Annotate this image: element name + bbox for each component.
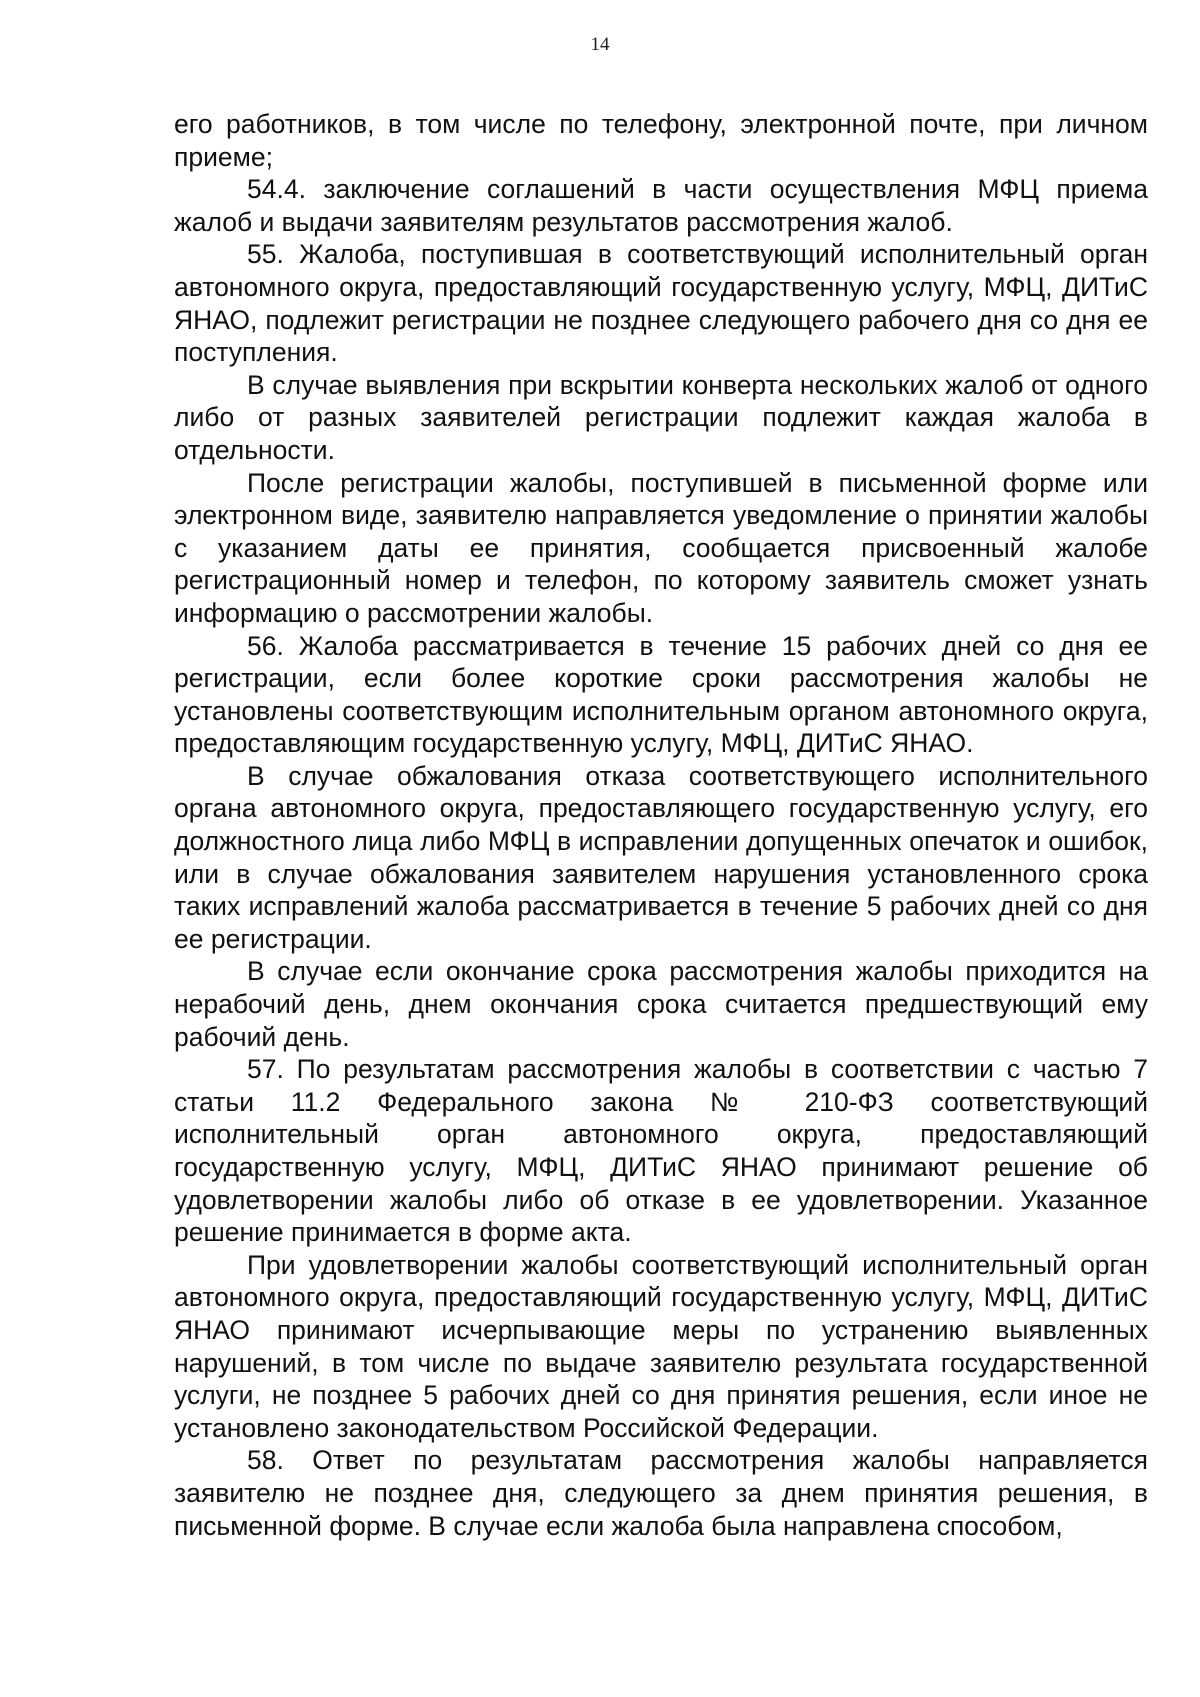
paragraph-58: 58. Ответ по результатам рассмотрения жалобы направляется заявителю не позднее дня, следующего за днем принятия решения, в письменной форме. В случае если жалоба была направлена способом,	[174, 1445, 1148, 1541]
paragraph-55-multiple-complaints: В случае выявления при вскрытии конверта нескольких жалоб от одного либо от разных заявителей регистрации подлежит каждая жалоба в отдельности.	[174, 369, 1148, 465]
paragraph-56: 56. Жалоба рассматривается в течение 15 рабочих дней со дня ее регистрации, если более короткие сроки рассмотрения жалобы не установлены соответствующим исполнительным органом автономного округа, предоставляющим государственную услугу, МФЦ, ДИТиС ЯНАО.	[174, 630, 1148, 759]
paragraph-57-satisfaction: При удовлетворении жалобы соответствующий исполнительный орган автономного округа, предоставляющий государственную услугу, МФЦ, ДИТиС ЯНАО принимают исчерпывающие меры по устранению выявленных нарушений, в том числе по выдаче заявителю результата государственной услуги, не позднее 5 рабочих дней со дня принятия решения, если иное не установлено законодательством Российской Федерации.	[174, 1249, 1148, 1443]
paragraph-57: 57. По результатам рассмотрения жалобы в соответствии с частью 7 статьи 11.2 Федерального закона № 210-ФЗ соответствующий исполнительный орган автономного округа, предоставляющий государственную услугу, МФЦ, ДИТиС ЯНАО принимают решение об удовлетворении жалобы либо об отказе в ее удовлетворении. Указанное решение принимается в форме акта.	[174, 1054, 1148, 1248]
paragraph-56-refusal-appeal: В случае обжалования отказа соответствующего исполнительного органа автономного округа, предоставляющего государственную услугу, его должностного лица либо МФЦ в исправлении допущенных опечаток и ошибок, или в случае обжалования заявителем нарушения установленного срока таких исправлений жалоба рассматривается в течение 5 рабочих дней со дня ее регистрации.	[174, 760, 1148, 954]
document-body	[174, 108, 1148, 1542]
paragraph-continuation: его работников, в том числе по телефону, электронной почте, при личном приеме;	[174, 109, 1148, 172]
paragraph-55: 55. Жалоба, поступившая в соответствующий исполнительный орган автономного округа, предоставляющий государственную услугу, МФЦ, ДИТиС ЯНАО, подлежит регистрации не позднее следующего рабочего дня со дня ее поступления.	[174, 239, 1148, 368]
paragraph-54-4: 54.4. заключение соглашений в части осуществления МФЦ приема жалоб и выдачи заявителям результатов рассмотрения жалоб.	[174, 174, 1148, 237]
paragraph-56-non-working-day: В случае если окончание срока рассмотрения жалобы приходится на нерабочий день, днем окончания срока считается предшествующий ему рабочий день.	[174, 956, 1148, 1052]
paragraph-55-registration-notice: После регистрации жалобы, поступившей в письменной форме или электронном виде, заявителю направляется уведомление о принятии жалобы с указанием даты ее принятия, сообщается присвоенный жалобе регистрационный номер и телефон, по которому заявитель сможет узнать информацию о рассмотрении жалобы.	[174, 467, 1148, 628]
page-number: 14	[590, 34, 610, 55]
